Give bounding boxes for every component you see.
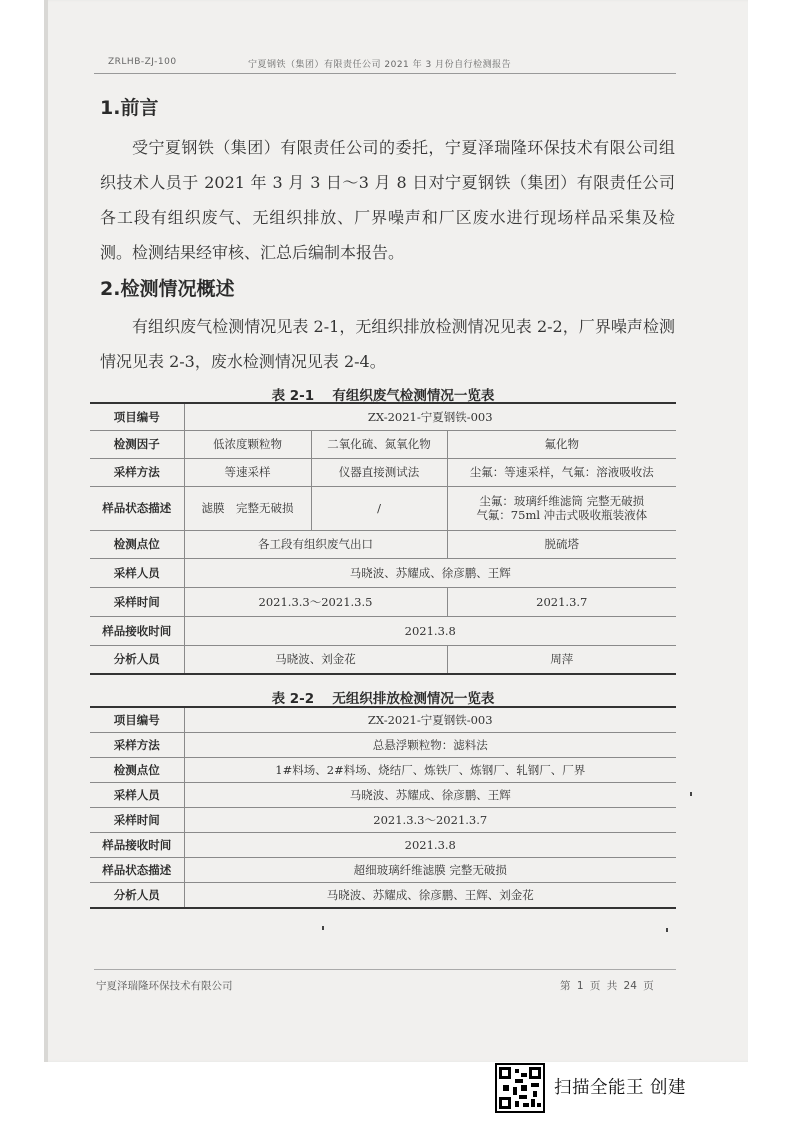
table-2-1-caption: 表 2-1 有组织废气检测情况一览表 — [271, 388, 495, 404]
row-label: 样品接收时间 — [90, 616, 184, 645]
row-label: 项目编号 — [90, 403, 184, 430]
table-row — [90, 707, 676, 732]
cell-value: 2021.3.8 — [184, 616, 676, 645]
cell-value: 马晓波、刘金花 — [184, 645, 447, 674]
cell-value: 脱硫塔 — [447, 530, 676, 558]
page-number: 第 1 页 共 24 页 — [560, 980, 654, 992]
table-2-2-caption: 表 2-2 无组织排放检测情况一览表 — [271, 691, 495, 707]
table-row — [90, 832, 676, 857]
cell-value: 总悬浮颗粒物：滤料法 — [184, 732, 676, 757]
section-2-paragraph: 有组织废气检测情况见表 2-1，无组织排放检测情况见表 2-2，厂界噪声检测情况见表 2-3，废水检测情况见表 2-4。 — [100, 317, 675, 371]
table-row — [90, 645, 676, 674]
table-row — [90, 807, 676, 832]
cell-value-multiline — [447, 486, 676, 530]
section-1-heading: 1.前言 — [100, 97, 159, 119]
row-label: 采样方法 — [90, 458, 184, 486]
cell-value: ZX-2021-宁夏钢铁-003 — [184, 707, 676, 732]
table-row — [90, 458, 676, 486]
cell-value: 马晓波、苏耀成、徐彦鹏、王辉 — [184, 782, 676, 807]
speck-mark — [690, 792, 692, 796]
footer-divider — [94, 969, 676, 970]
table-row — [90, 403, 676, 430]
row-label: 采样时间 — [90, 587, 184, 616]
header-divider — [94, 73, 676, 74]
cell-value: / — [311, 486, 447, 530]
speck-mark — [322, 926, 324, 930]
cell-value: 二氧化硫、氮氧化物 — [311, 430, 447, 458]
row-label: 采样人员 — [90, 782, 184, 807]
row-label: 检测点位 — [90, 757, 184, 782]
cell-value: 滤膜 完整无破损 — [184, 486, 311, 530]
cell-value: 氟化物 — [447, 430, 676, 458]
scanner-watermark: 扫描全能王 创建 — [554, 1078, 687, 1098]
cell-value: 尘氟：等速采样，气氟：溶液吸收法 — [447, 458, 676, 486]
row-label: 采样时间 — [90, 807, 184, 832]
cell-value: 低浓度颗粒物 — [184, 430, 311, 458]
table-row — [90, 857, 676, 882]
table-row — [90, 732, 676, 757]
row-label: 采样人员 — [90, 558, 184, 587]
cell-value: 超细玻璃纤维滤膜 完整无破损 — [184, 857, 676, 882]
section-1-paragraph: 受宁夏钢铁（集团）有限责任公司的委托，宁夏泽瑞隆环保技术有限公司组织技术人员于 2021 年 3 月 3 日～3 月 8 日对宁夏钢铁（集团）有限责任公司各工段有组织废气、无组织排放、厂界噪声和厂区废水进行现场样品采集及检测。检测结果经审核、汇总后编制本报告。 — [100, 138, 675, 262]
table-row — [90, 882, 676, 908]
table-row — [90, 782, 676, 807]
report-code: ZRLHB-ZJ-100 — [108, 57, 177, 67]
page-header — [108, 57, 673, 73]
cell-line: 气氟：75ml 冲击式吸收瓶装液体 — [476, 508, 648, 522]
table-2-2 — [90, 706, 676, 909]
row-label: 检测因子 — [90, 430, 184, 458]
cell-value: 马晓波、苏耀成、徐彦鹏、王辉、刘金花 — [184, 882, 676, 908]
section-2-heading: 2.检测情况概述 — [100, 278, 235, 300]
cell-value: 2021.3.7 — [447, 587, 676, 616]
table-row — [90, 558, 676, 587]
table-2-1 — [90, 402, 676, 675]
table-row — [90, 616, 676, 645]
cell-value: ZX-2021-宁夏钢铁-003 — [184, 403, 676, 430]
row-label: 采样方法 — [90, 732, 184, 757]
table-row — [90, 430, 676, 458]
cell-value: 周萍 — [447, 645, 676, 674]
row-label: 样品状态描述 — [90, 857, 184, 882]
row-label: 分析人员 — [90, 645, 184, 674]
page-edge-shadow — [44, 0, 48, 1062]
cell-line: 尘氟：玻璃纤维滤筒 完整无破损 — [479, 494, 645, 508]
qr-code-icon — [495, 1063, 545, 1113]
cell-value: 各工段有组织废气出口 — [184, 530, 447, 558]
cell-value: 2021.3.3～2021.3.5 — [184, 587, 447, 616]
cell-value: 马晓波、苏耀成、徐彦鹏、王辉 — [184, 558, 676, 587]
table-row — [90, 530, 676, 558]
row-label: 项目编号 — [90, 707, 184, 732]
report-title: 宁夏钢铁（集团）有限责任公司 2021 年 3 月份自行检测报告 — [248, 60, 512, 70]
cell-value: 2021.3.8 — [184, 832, 676, 857]
row-label: 样品接收时间 — [90, 832, 184, 857]
footer-company: 宁夏泽瑞隆环保技术有限公司 — [96, 980, 233, 992]
table-row — [90, 757, 676, 782]
table-row — [90, 486, 676, 530]
row-label: 分析人员 — [90, 882, 184, 908]
cell-value: 1#料场、2#料场、烧结厂、炼铁厂、炼钢厂、轧钢厂、厂界 — [184, 757, 676, 782]
cell-value: 等速采样 — [184, 458, 311, 486]
cell-value: 仪器直接测试法 — [311, 458, 447, 486]
speck-mark — [666, 928, 668, 932]
row-label: 检测点位 — [90, 530, 184, 558]
row-label: 样品状态描述 — [90, 486, 184, 530]
cell-value: 2021.3.3～2021.3.7 — [184, 807, 676, 832]
table-row — [90, 587, 676, 616]
